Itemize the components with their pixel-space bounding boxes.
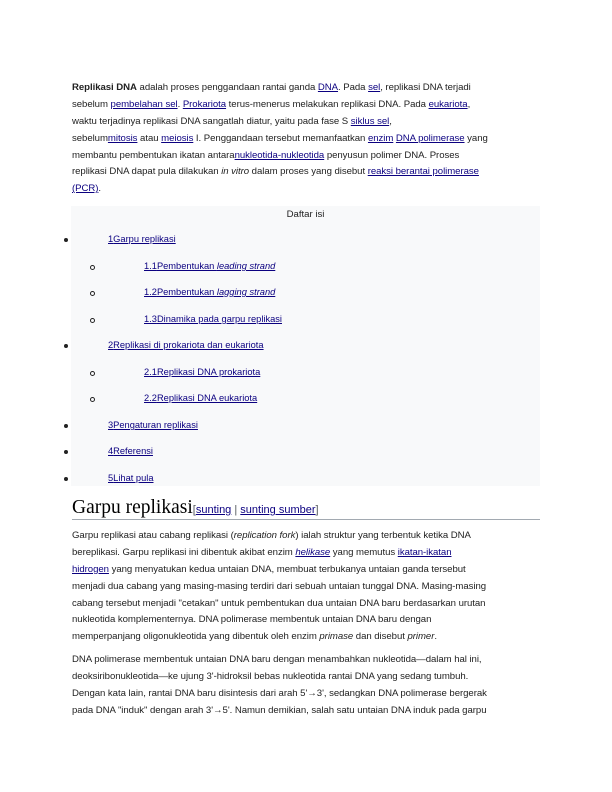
link-mitosis[interactable]: mitosis xyxy=(107,132,138,144)
intro-line-3: waktu terjadinya replikasi DNA sangatlah diatur, yaitu pada fase S siklus sel, xyxy=(72,115,392,127)
link-dna-polimerase[interactable]: DNA polimerase xyxy=(395,132,465,144)
section-title: Garpu replikasi xyxy=(72,497,193,518)
toc-bullet xyxy=(64,238,68,242)
link-reaksi-berantai-polimerase[interactable]: reaksi berantai polimerase xyxy=(367,166,479,178)
p2-line-4: menjadi dua cabang yang masing-masing terdiri dari sebuah untaian tunggal DNA. Masing-masing xyxy=(72,580,487,592)
p2-line-7: memperpanjang oligonukleotida yang dibentuk oleh enzim primase dan disebut primer. xyxy=(72,631,437,643)
link-sel[interactable]: sel xyxy=(368,82,381,93)
intro-paragraph xyxy=(72,80,540,198)
p2-line-5: cabang tersebut menjadi "cetakan" untuk pembentukan dua untaian DNA baru berdasarkan urutan xyxy=(72,597,486,609)
p2-line-1: Garpu replikasi atau cabang replikasi (replication fork) ialah struktur yang terbentuk ketika DNA xyxy=(72,530,471,541)
link-meiosis[interactable]: meiosis xyxy=(161,132,194,144)
link-prokariota[interactable]: Prokariota xyxy=(182,98,227,110)
toc-item-leading-strand[interactable]: 1.1Pembentukan leading strand xyxy=(144,261,276,271)
intro-line-7: (PCR). xyxy=(72,183,102,195)
intro-line-4: sebelummitosis atau meiosis I. Penggandaan tersebut memanfaatkan enzim DNA polimerase yang xyxy=(72,132,488,144)
p2-line-6: nukleotida komplementernya. DNA polimerase membentuk untaian DNA baru dengan xyxy=(72,614,432,626)
toc-bullet xyxy=(64,344,68,348)
link-nukleotida[interactable]: nukleotida-nukleotida xyxy=(234,149,325,161)
p3-line-1: DNA polimerase membentuk untaian DNA baru dengan menambahkan nukleotida—dalam hal ini, xyxy=(72,654,482,665)
edit-link[interactable]: sunting xyxy=(195,504,232,516)
section-edit-links: [sunting | sunting sumber] xyxy=(192,504,319,516)
link-enzim[interactable]: enzim xyxy=(367,132,394,144)
p3-line-4: pada DNA "induk" dengan arah 3'→5'. Namun demikian, salah satu untaian DNA induk pada garpu xyxy=(72,704,487,716)
toc-bullet xyxy=(64,450,68,454)
toc-item-pengaturan[interactable]: 3Pengaturan replikasi xyxy=(108,420,198,430)
toc-item-replikasi-prokariota[interactable]: 2.1Replikasi DNA prokariota xyxy=(144,367,261,377)
link-pembelahan-sel[interactable]: pembelahan sel xyxy=(110,98,178,110)
link-pcr[interactable]: (PCR) xyxy=(72,183,99,195)
link-hidrogen[interactable]: hidrogen xyxy=(72,563,109,575)
toc-item-dinamika[interactable]: 1.3Dinamika pada garpu replikasi xyxy=(144,314,282,324)
intro-line-1: Replikasi DNA adalah proses penggandaan rantai ganda DNA. Pada sel, replikasi DNA terjadi xyxy=(72,82,471,93)
p3-line-3: Dengan kata lain, rantai DNA baru disintesis dari arah 5'→3', sedangkan DNA polimerase bergerak xyxy=(72,687,487,699)
toc-item-lihat-pula[interactable]: 5Lihat pula xyxy=(108,473,154,483)
intro-line-5: membantu pembentukan ikatan antaranukleotida-nukleotida penyusun polimer DNA. Proses xyxy=(72,149,460,161)
link-eukariota[interactable]: eukariota xyxy=(428,98,468,110)
toc-item-garpu-replikasi[interactable]: 1Garpu replikasi xyxy=(108,234,176,244)
toc-item-replikasi-eukariota[interactable]: 2.2Replikasi DNA eukariota xyxy=(144,393,258,403)
link-dna[interactable]: DNA xyxy=(317,82,339,93)
toc-sub-bullet xyxy=(90,291,95,296)
edit-source-link[interactable]: sunting sumber xyxy=(240,504,316,516)
link-ikatan-hidrogen[interactable]: ikatan-ikatan xyxy=(397,546,452,558)
intro-line-2: sebelum pembelahan sel. Prokariota terus-menerus melakukan replikasi DNA. Pada eukariota, xyxy=(72,98,471,110)
toc-sub-bullet xyxy=(90,318,95,323)
arrow-right-icon: → xyxy=(212,704,223,716)
toc-sub-bullet xyxy=(90,397,95,402)
p2-line-3: hidrogen yang menyatukan kedua untaian DNA, membuat terbukanya untaian ganda tersebut xyxy=(72,563,466,575)
section-heading xyxy=(72,497,540,520)
toc-item-lagging-strand[interactable]: 1.2Pembentukan lagging strand xyxy=(144,287,276,297)
article-subject: Replikasi DNA xyxy=(72,82,137,93)
p2-line-2: bereplikasi. Garpu replikasi ini dibentuk akibat enzim helikase yang memutus ikatan-ikatan xyxy=(72,546,452,558)
link-siklus-sel[interactable]: siklus sel xyxy=(350,115,390,127)
intro-line-6: replikasi DNA dapat pula dilakukan in vitro dalam proses yang disebut reaksi berantai polimerase xyxy=(72,166,479,178)
toc-bullet xyxy=(64,424,68,428)
toc-item-referensi[interactable]: 4Referensi xyxy=(108,446,153,456)
toc-item-prokariota-eukariota[interactable]: 2Replikasi di prokariota dan eukariota xyxy=(108,340,264,350)
link-helikase[interactable]: helikase xyxy=(295,546,331,558)
toc-bullet xyxy=(64,477,68,481)
toc-sub-bullet xyxy=(90,265,95,270)
toc-title: Daftar isi xyxy=(286,209,325,220)
garpu-paragraph xyxy=(72,528,540,646)
toc-sub-bullet xyxy=(90,371,95,376)
polimerase-paragraph xyxy=(72,652,540,720)
arrow-right-icon: → xyxy=(307,687,317,699)
p3-line-2: deoksiribonukleotida—ke ujung 3'-hidroksil bebas nukleotida rantai DNA yang sedang tumbuh. xyxy=(72,670,469,682)
